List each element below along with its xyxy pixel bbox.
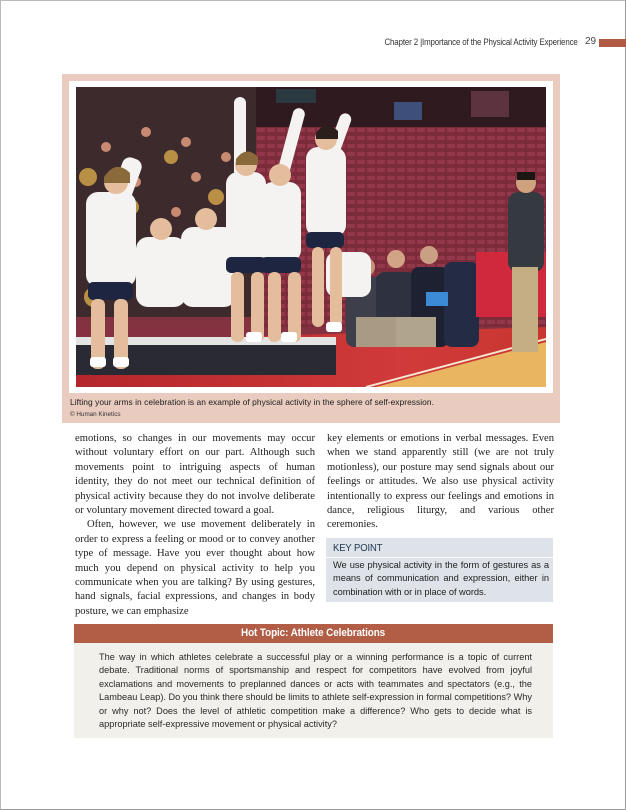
- key-point-box: [326, 538, 553, 602]
- paragraph: key elements or emotions in verbal messages. Even when we stand apparently still (we are not truly motionless), our posture may send signals about our feelings or attitudes. We also use physical activity intentionally to express our feelings and emotions in dance, religious liturgy, and various other ceremonies.: [327, 433, 554, 531]
- running-header-chapter: [385, 37, 578, 47]
- key-point-text: We use physical activity in the form of gestures as a means of communication and expression, either in combination with or in place of words.: [333, 560, 549, 597]
- chapter-tab-marker: [599, 39, 626, 47]
- chapter-label: Chapter 2: [384, 37, 419, 47]
- body-column-left: [75, 432, 315, 619]
- figure-credit: © Human Kinetics: [70, 411, 121, 418]
- chapter-separator: |: [420, 37, 423, 47]
- key-point-title: KEY POINT: [333, 542, 383, 554]
- figure-caption: Lifting your arms in celebration is an example of physical activity in the sphere of self-expression.: [70, 397, 434, 407]
- paragraph: Often, however, we use movement deliberately in order to express a feeling or mood or to convey another type of message. Have you ever thought about how much you depend on physical activity to help you communicate when you are talking? By using gestures, hand signals, facial expressions, and changes in body posture, we can emphasize: [75, 519, 315, 617]
- page-number: 29: [585, 36, 597, 47]
- hot-topic-text: The way in which athletes celebrate a successful play or a winning performance is a topic of current debate. Traditional norms of sportsmanship and respect for competitors have evolved from joyful exclamations and movements to preplanned dances or acts with teammates and spectators (e.g., the Lambeau Leap). Do you think there should be limits to athlete self-expression in formal competitions? Why or why not? Does the level of athletic competition make a difference? Who gets to decide what is appropriate self-expressive movement or physical activity?: [99, 652, 532, 730]
- celebration-photo: [76, 87, 546, 387]
- photo-mat: [69, 81, 553, 393]
- hot-topic-header: [74, 624, 553, 643]
- figure: [62, 74, 560, 423]
- paragraph: emotions, so changes in our movements may occur without voluntary effort on our part. Although such movements point to intriguing aspects of human identity, they do not meet our technical definition of physical activity because they do not involve deliberate or voluntary movement directed toward a goal.: [75, 433, 315, 517]
- key-point-divider: [326, 557, 553, 558]
- hot-topic-box: [74, 624, 553, 738]
- photo-illustration: [76, 87, 546, 387]
- body-column-right: [327, 432, 554, 533]
- running-header: [1, 37, 626, 51]
- hot-topic-title: Hot Topic: Athlete Celebrations: [241, 627, 386, 639]
- chapter-title: Importance of the Physical Activity Experience: [422, 37, 578, 47]
